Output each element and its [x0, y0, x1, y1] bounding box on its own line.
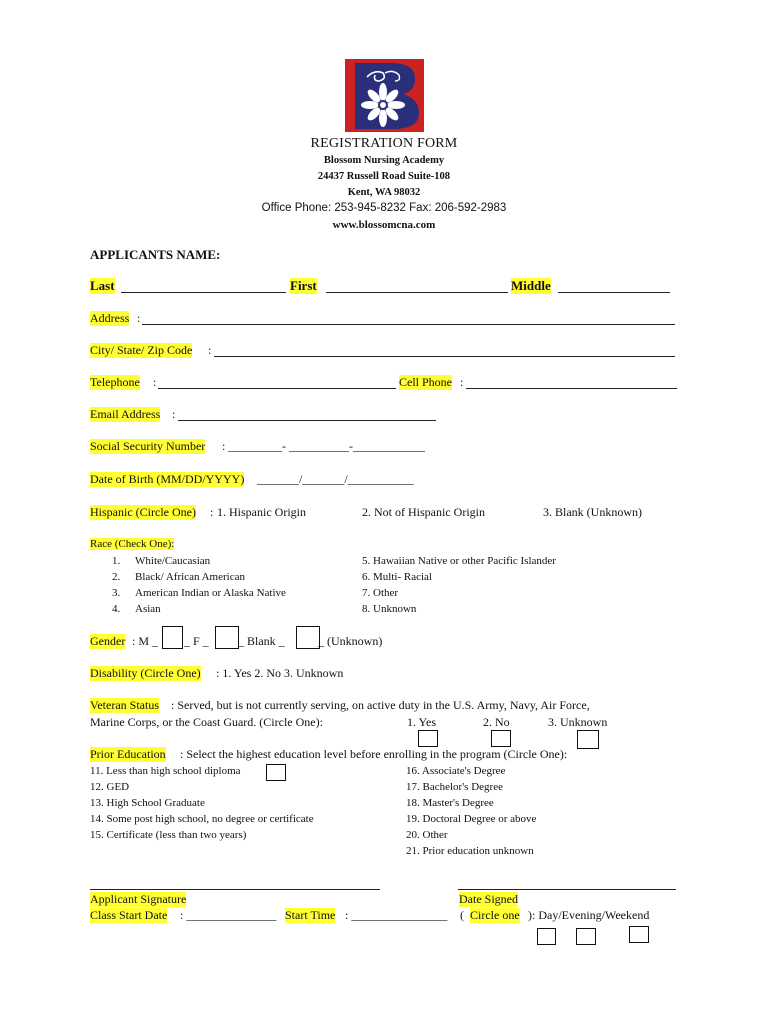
education-option-13[interactable]: 13. High School Graduate	[90, 797, 205, 809]
telephone-field[interactable]	[158, 388, 396, 389]
gender-male-checkbox[interactable]	[162, 626, 183, 649]
cell-phone-label: Cell Phone	[399, 375, 452, 389]
email-label: Email Address	[90, 407, 161, 421]
education-11-checkbox[interactable]	[266, 764, 286, 781]
race-option-black[interactable]: Black/ African American	[135, 571, 245, 583]
last-name-field[interactable]	[121, 292, 286, 293]
education-option-20[interactable]: 20. Other	[406, 829, 448, 841]
race-option-asian[interactable]: Asian	[135, 603, 161, 615]
veteran-status-label: Veteran Status	[90, 698, 159, 712]
ssn-field[interactable]: _________- __________-____________	[228, 439, 425, 453]
gender-blank-checkbox[interactable]	[296, 626, 320, 649]
race-option-hawaiian[interactable]: 5. Hawaiian Native or other Pacific Islander	[362, 555, 556, 567]
race-option-white[interactable]: White/Caucasian	[135, 555, 211, 567]
veteran-option-no[interactable]: 2. No	[483, 715, 510, 729]
race-option-unknown[interactable]: 8. Unknown	[362, 603, 417, 615]
education-option-21[interactable]: 21. Prior education unknown	[406, 845, 534, 857]
first-name-label: First	[290, 278, 317, 293]
date-signed-label: Date Signed	[459, 892, 518, 906]
veteran-option-unknown[interactable]: 3. Unknown	[548, 715, 608, 729]
hispanic-option-1[interactable]: 1. Hispanic Origin	[217, 505, 306, 519]
veteran-yes-checkbox[interactable]	[418, 730, 438, 747]
education-option-12[interactable]: 12. GED	[90, 781, 130, 793]
education-option-11[interactable]: 11. Less than high school diploma	[90, 765, 241, 777]
race-option-multi-racial[interactable]: 6. Multi- Racial	[362, 571, 432, 583]
applicant-signature-label: Applicant Signature	[90, 892, 187, 906]
applicants-name-heading: APPLICANTS NAME:	[90, 247, 221, 262]
school-address-line2: Kent, WA 98032	[347, 187, 421, 198]
applicant-signature-line[interactable]	[90, 889, 380, 890]
address-field[interactable]	[142, 324, 675, 325]
education-option-19[interactable]: 19. Doctoral Degree or above	[406, 813, 537, 825]
school-logo	[345, 59, 424, 132]
gender-female-checkbox[interactable]	[215, 626, 239, 649]
evening-checkbox[interactable]	[576, 928, 596, 945]
schedule-options: ): Day/Evening/Weekend	[528, 908, 650, 922]
education-option-18[interactable]: 18. Master's Degree	[406, 797, 494, 809]
education-option-17[interactable]: 17. Bachelor's Degree	[406, 781, 503, 793]
veteran-option-yes[interactable]: 1. Yes	[407, 715, 437, 729]
education-option-16[interactable]: 16. Associate's Degree	[406, 765, 506, 777]
dob-field[interactable]: _______/_______/___________	[257, 472, 414, 486]
disability-options[interactable]: : 1. Yes 2. No 3. Unknown	[216, 666, 344, 680]
city-state-zip-field[interactable]	[214, 356, 675, 357]
start-time-label: Start Time	[285, 908, 336, 922]
city-state-zip-label: City/ State/ Zip Code	[90, 343, 193, 357]
disability-label: Disability (Circle One)	[90, 666, 201, 680]
start-time-field[interactable]: : ________________	[345, 908, 448, 922]
middle-name-field[interactable]	[558, 292, 670, 293]
day-checkbox[interactable]	[537, 928, 556, 945]
hispanic-label: Hispanic (Circle One)	[90, 505, 196, 519]
veteran-no-checkbox[interactable]	[491, 730, 511, 747]
school-website[interactable]: www.blossomcna.com	[332, 219, 436, 231]
school-name: Blossom Nursing Academy	[323, 155, 445, 166]
race-option-american-indian[interactable]: American Indian or Alaska Native	[135, 587, 286, 599]
gender-label: Gender	[90, 634, 126, 648]
prior-education-instructions: : Select the highest education level before enrolling in the program (Circle One):	[180, 747, 568, 761]
date-signed-line[interactable]	[458, 889, 676, 890]
hispanic-option-3[interactable]: 3. Blank (Unknown)	[543, 505, 642, 519]
email-field[interactable]	[178, 420, 436, 421]
last-name-label: Last	[90, 278, 115, 293]
first-name-field[interactable]	[326, 292, 508, 293]
ssn-label: Social Security Number	[90, 439, 206, 453]
telephone-label: Telephone	[90, 375, 140, 389]
school-address-line1: 24437 Russell Road Suite-108	[317, 171, 451, 182]
address-label: Address	[90, 311, 130, 325]
dob-label: Date of Birth (MM/DD/YYYY)	[90, 472, 245, 486]
form-title: REGISTRATION FORM	[310, 136, 458, 151]
weekend-checkbox[interactable]	[629, 926, 649, 943]
circle-one-label: Circle one	[470, 908, 520, 922]
blossom-logo-icon	[345, 59, 424, 132]
middle-name-label: Middle	[511, 278, 551, 293]
education-option-15[interactable]: 15. Certificate (less than two years)	[90, 829, 247, 841]
class-start-date-label: Class Start Date	[90, 908, 168, 922]
education-option-14[interactable]: 14. Some post high school, no degree or certificate	[90, 813, 314, 825]
veteran-status-text-2: Marine Corps, or the Coast Guard. (Circle One):	[90, 715, 323, 729]
cell-phone-field[interactable]	[466, 388, 677, 389]
prior-education-label: Prior Education	[90, 747, 166, 761]
class-start-date-field[interactable]: : _______________	[180, 908, 277, 922]
office-phone-fax: Office Phone: 253-945-8232 Fax: 206-592-2983	[261, 202, 507, 214]
race-label: Race (Check One):	[90, 538, 175, 550]
veteran-status-text: : Served, but is not currently serving, on active duty in the U.S. Army, Navy, Air Force,	[171, 698, 590, 712]
hispanic-option-2[interactable]: 2. Not of Hispanic Origin	[362, 505, 485, 519]
veteran-unknown-checkbox[interactable]	[577, 730, 599, 749]
race-option-other[interactable]: 7. Other	[362, 587, 399, 599]
